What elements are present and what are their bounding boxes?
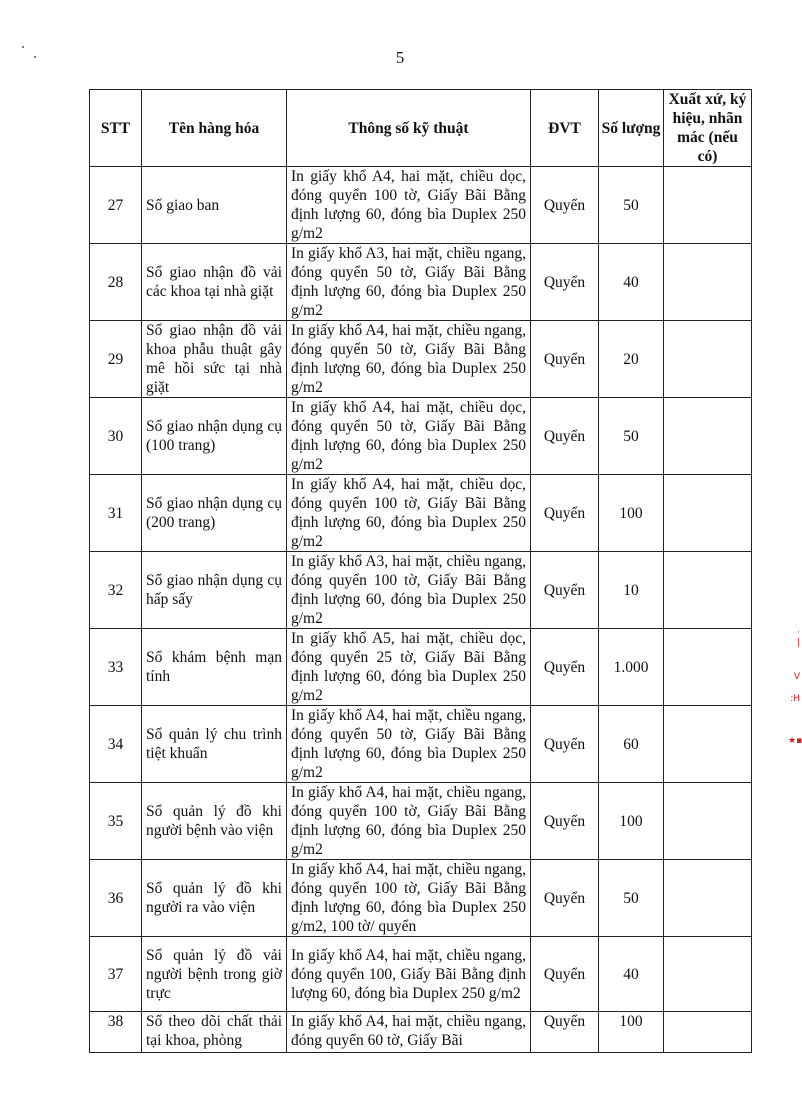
cell-stt: 36 [90,860,142,937]
cell-name: Sổ giao nhận dụng cụ (200 trang) [142,475,287,552]
header-stt: STT [90,90,142,167]
cell-origin [664,321,752,398]
cell-qty: 100 [599,783,664,860]
cell-spec: In giấy khổ A4, hai mặt, chiều ngang, đóng quyển 100 tờ, Giấy Bãi Bằng định lượng 60, đóng bìa Duplex 250 g/m2, 100 tờ/ quyển [287,860,531,937]
cell-spec: In giấy khổ A3, hai mặt, chiều ngang, đóng quyển 100 tờ, Giấy Bãi Bằng định lượng 60, đóng bìa Duplex 250 g/m2 [287,552,531,629]
cell-spec: In giấy khổ A5, hai mặt, chiều dọc, đóng quyển 25 tờ, Giấy Bãi Bằng định lượng 60, đóng bìa Duplex 250 g/m2 [287,629,531,706]
table-row [90,706,752,783]
cell-qty: 60 [599,706,664,783]
cell-unit: Quyển [531,475,599,552]
table-row [90,475,752,552]
cell-unit: Quyển [531,321,599,398]
cell-unit: Quyển [531,1012,599,1053]
cell-stt: 34 [90,706,142,783]
cell-name: Sổ quản lý đồ khi người ra vào viện [142,860,287,937]
cell-stt: 28 [90,244,142,321]
header-spec: Thông số kỹ thuật [287,90,531,167]
cell-stt: 38 [90,1012,142,1053]
cell-origin [664,860,752,937]
cell-origin [664,398,752,475]
cell-origin [664,937,752,1012]
cell-origin [664,244,752,321]
cell-stt: 33 [90,629,142,706]
header-unit: ĐVT [531,90,599,167]
table-row [90,398,752,475]
cell-spec: In giấy khổ A4, hai mặt, chiều dọc, đóng quyển 50 tờ, Giấy Bãi Bằng định lượng 60, đóng bìa Duplex 250 g/m2 [287,398,531,475]
cell-unit: Quyển [531,398,599,475]
cell-name: Sổ giao ban [142,167,287,244]
cell-spec: In giấy khổ A4, hai mặt, chiều ngang, đóng quyển 50 tờ, Giấy Bãi Bằng định lượng 60, đóng bìa Duplex 250 g/m2 [287,706,531,783]
cell-stt: 37 [90,937,142,1012]
cell-name: Sổ quản lý đồ khi người bệnh vào viện [142,783,287,860]
cell-spec: In giấy khổ A4, hai mặt, chiều dọc, đóng quyển 100 tờ, Giấy Bãi Bằng định lượng 60, đóng bìa Duplex 250 g/m2 [287,167,531,244]
table-row [90,629,752,706]
cell-stt: 32 [90,552,142,629]
table-row [90,937,752,1012]
cell-unit: Quyển [531,937,599,1012]
page-number: 5 [395,48,405,67]
cell-origin [664,1012,752,1053]
cell-spec: In giấy khổ A4, hai mặt, chiều ngang, đóng quyển 50 tờ, Giấy Bãi Bằng định lượng 60, đóng bìa Duplex 250 g/m2 [287,321,531,398]
cell-origin [664,629,752,706]
edge-stamp-fragment: · | [796,628,800,648]
cell-name: Sổ giao nhận đồ vải các khoa tại nhà giặt [142,244,287,321]
table-header [90,90,752,167]
table-row [90,783,752,860]
cell-qty: 40 [599,244,664,321]
cell-name: Sổ giao nhận dụng cụ hấp sấy [142,552,287,629]
edge-stamp-fragment: V [793,672,800,682]
cell-spec: In giấy khổ A4, hai mặt, chiều dọc, đóng quyển 100 tờ, Giấy Bãi Bằng định lượng 60, đóng bìa Duplex 250 g/m2 [287,475,531,552]
cell-qty: 50 [599,398,664,475]
cell-spec: In giấy khổ A4, hai mặt, chiều ngang, đóng quyển 100, Giấy Bãi Bằng định lượng 60, đóng bìa Duplex 250 g/m2 [287,937,531,1012]
table-row [90,860,752,937]
cell-name: Sổ theo dõi chất thải tại khoa, phòng [142,1012,287,1053]
cell-spec: In giấy khổ A4, hai mặt, chiều ngang, đóng quyển 60 tờ, Giấy Bãi [287,1012,531,1053]
cell-stt: 27 [90,167,142,244]
cell-stt: 31 [90,475,142,552]
cell-unit: Quyển [531,167,599,244]
cell-spec: In giấy khổ A3, hai mặt, chiều ngang, đóng quyển 50 tờ, Giấy Bãi Bằng định lượng 60, đóng bìa Duplex 250 g/m2 [287,244,531,321]
cell-name: Sổ quản lý chu trình tiệt khuẩn [142,706,287,783]
cell-unit: Quyển [531,783,599,860]
cell-origin [664,552,752,629]
scan-speck [34,56,36,58]
scan-speck [22,46,24,48]
table-body [90,167,752,1053]
cell-origin [664,783,752,860]
cell-unit: Quyển [531,629,599,706]
table-row [90,552,752,629]
table-row [90,244,752,321]
cell-name: Sổ quản lý đồ vải người bệnh trong giờ trực [142,937,287,1012]
cell-qty: 40 [599,937,664,1012]
cell-name: Sổ giao nhận dụng cụ (100 trang) [142,398,287,475]
edge-stamp-fragment: :H [790,694,800,704]
cell-stt: 30 [90,398,142,475]
cell-qty: 50 [599,167,664,244]
cell-origin [664,706,752,783]
cell-unit: Quyển [531,706,599,783]
table-row [90,321,752,398]
cell-qty: 50 [599,860,664,937]
table-row [90,167,752,244]
cell-qty: 1.000 [599,629,664,706]
header-name: Tên hàng hóa [142,90,287,167]
cell-stt: 35 [90,783,142,860]
cell-name: Sổ giao nhận đồ vải khoa phẫu thuật gây mê hồi sức tại nhà giặt [142,321,287,398]
cell-spec: In giấy khổ A4, hai mặt, chiều ngang, đóng quyển 100 tờ, Giấy Bãi Bằng định lượng 60, đóng bìa Duplex 250 g/m2 [287,783,531,860]
header-qty: Số lượng [599,90,664,167]
cell-unit: Quyển [531,244,599,321]
cell-stt: 29 [90,321,142,398]
header-origin: Xuất xứ, ký hiệu, nhãn mác (nếu có) [664,90,752,167]
goods-table [89,89,752,1053]
cell-qty: 100 [599,1012,664,1053]
cell-qty: 100 [599,475,664,552]
cell-qty: 10 [599,552,664,629]
cell-origin [664,167,752,244]
cell-unit: Quyển [531,552,599,629]
cell-unit: Quyển [531,860,599,937]
header-row [90,90,752,167]
cell-qty: 20 [599,321,664,398]
table-row [90,1012,752,1053]
cell-origin [664,475,752,552]
edge-stamp-fragment: ★▪ [788,736,802,746]
cell-name: Sổ khám bệnh mạn tính [142,629,287,706]
